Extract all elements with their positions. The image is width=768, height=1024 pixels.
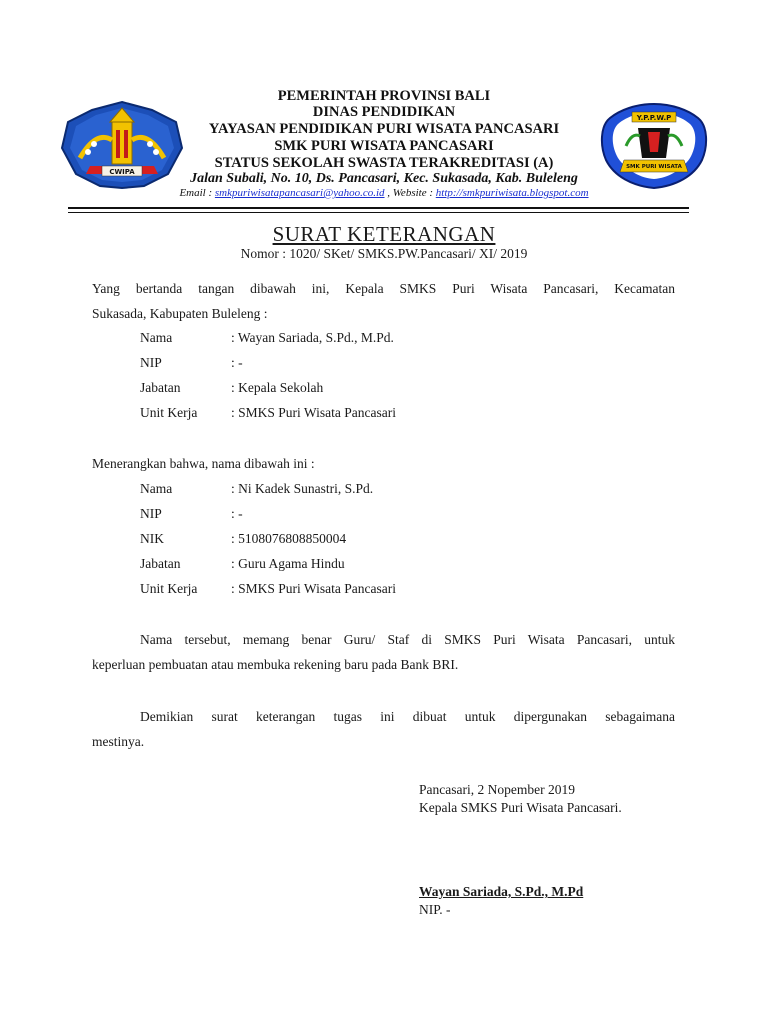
intro-paragraph [92, 276, 675, 326]
website-label: , Website : [384, 187, 436, 199]
header-contact [0, 187, 768, 200]
signature-position: Kepala SMKS Puri Wisata Pancasari. [419, 800, 622, 815]
website-link[interactable]: http://smkpuriwisata.blogspot.com [435, 187, 589, 199]
header-address: Jalan Subali, No. 10, Ds. Pancasari, Kec. Sukasada, Kab. Buleleng [190, 171, 578, 186]
header-foundation: YAYASAN PENDIDIKAN PURI WISATA PANCASARI [208, 121, 560, 137]
header-divider-thin [68, 212, 689, 213]
intro-line-2: Sukasada, Kabupaten Buleleng : [92, 306, 268, 321]
svg-text:CWIPA: CWIPA [109, 168, 135, 176]
letter-title: SURAT KETERANGAN [272, 222, 496, 246]
header-department: DINAS PENDIDIKAN [312, 104, 456, 120]
header-government: PEMERINTAH PROVINSI BALI [277, 88, 491, 104]
svg-text:SMK PURI WISATA: SMK PURI WISATA [626, 164, 682, 170]
body1-line-1: Nama tersebut, memang benar Guru/ Staf di SMKS Puri Wisata Pancasari, untuk [140, 632, 675, 647]
header-accreditation: STATUS SEKOLAH SWASTA TERAKREDITASI (A) [214, 155, 554, 171]
body-paragraph-2 [92, 704, 675, 754]
body-paragraph-1 [92, 627, 675, 677]
signature-place-date: Pancasari, 2 Nopember 2019 [419, 782, 575, 797]
signature-name: Wayan Sariada, S.Pd., M.Pd [419, 884, 584, 899]
statement-line: Menerangkan bahwa, nama dibawah ini : [92, 456, 315, 471]
body2-line-1: Demikian surat keterangan tugas ini dibuat untuk dipergunakan sebagaimana [140, 709, 675, 724]
intro-line-1: Yang bertanda tangan dibawah ini, Kepala SMKS Puri Wisata Pancasari, Kecamatan [92, 281, 675, 296]
letter-number: Nomor : 1020/ SKet/ SMKS.PW.Pancasari/ XI/ 2019 [240, 246, 528, 261]
signature-nip: NIP. - [419, 902, 451, 917]
email-link[interactable]: smkpuriwisatapancasari@yahoo.co.id [214, 187, 385, 199]
body1-line-2: keperluan pembuatan atau membuka rekening baru pada Bank BRI. [92, 657, 459, 672]
header-school-name: SMK PURI WISATA PANCASARI [274, 138, 494, 154]
svg-text:Y.P.P.W.P: Y.P.P.W.P [636, 114, 672, 122]
header-divider-thick [68, 207, 689, 209]
body2-line-2: mestinya. [92, 734, 145, 749]
email-label: Email : [179, 187, 215, 199]
